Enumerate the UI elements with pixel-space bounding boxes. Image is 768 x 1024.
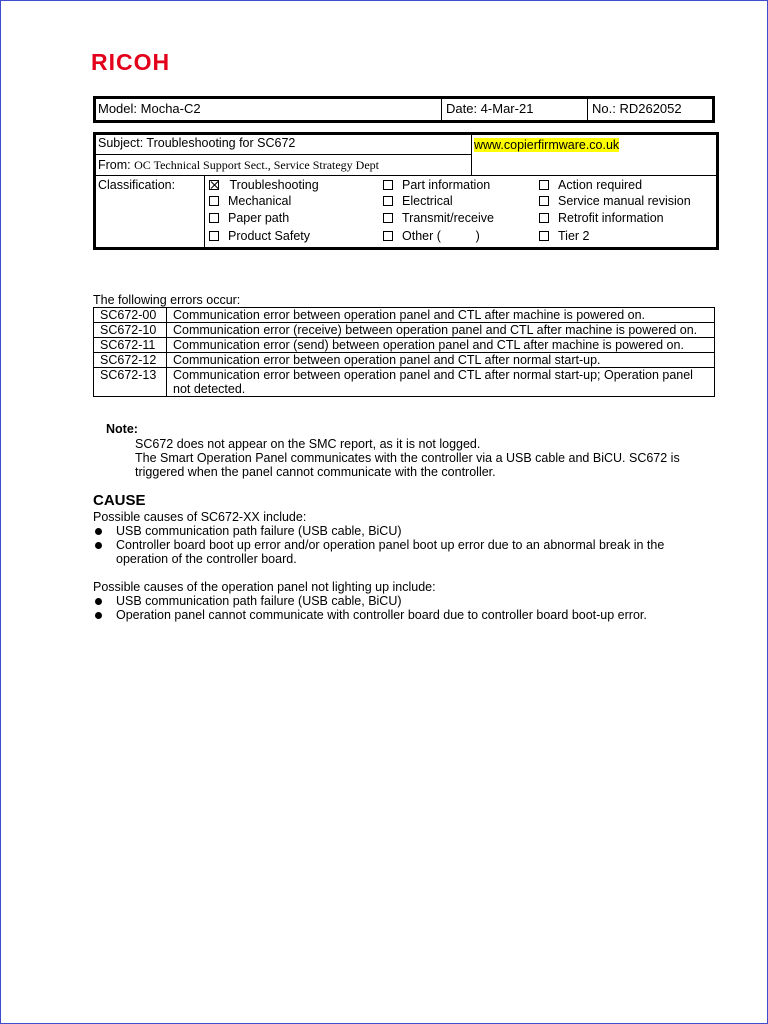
cause-heading: CAUSE xyxy=(93,492,146,509)
table-row xyxy=(94,338,715,353)
classification-mechanical[interactable]: Mechanical xyxy=(209,194,291,209)
checkbox-icon xyxy=(383,213,393,223)
bullet-icon xyxy=(95,598,102,605)
classification-electrical[interactable]: Electrical xyxy=(383,194,453,209)
classification-retrofit-information[interactable]: Retrofit information xyxy=(539,211,664,226)
subject-line xyxy=(95,154,471,155)
from-line xyxy=(95,175,716,176)
error-description: Communication error (receive) between operation panel and CTL after machine is powered on. xyxy=(167,323,715,338)
checkbox-icon xyxy=(209,213,219,223)
table-row xyxy=(94,368,715,397)
ricoh-logo: RICOH xyxy=(91,49,171,75)
classification-label: Classification: xyxy=(98,178,176,192)
model-field: Model: Mocha-C2 xyxy=(98,101,201,116)
error-code: SC672-11 xyxy=(94,338,167,353)
classification-other[interactable]: Other ( ) xyxy=(383,229,480,244)
date-field: Date: 4-Mar-21 xyxy=(446,101,534,116)
checkbox-icon xyxy=(383,196,393,206)
checkbox-icon xyxy=(539,196,549,206)
checkbox-icon xyxy=(383,231,393,241)
header-divider-2 xyxy=(587,98,588,121)
classification-action-required[interactable]: Action required xyxy=(539,178,642,193)
note-title: Note: xyxy=(106,422,138,436)
checkbox-icon xyxy=(539,213,549,223)
error-description: Communication error between operation panel and CTL after machine is powered on. xyxy=(167,308,715,323)
checkbox-icon xyxy=(539,180,549,190)
errors-intro: The following errors occur: xyxy=(93,293,241,307)
list-item: USB communication path failure (USB cable, BiCU) xyxy=(93,594,693,608)
classification-transmit-receive[interactable]: Transmit/receive xyxy=(383,211,494,226)
classification-product-safety[interactable]: Product Safety xyxy=(209,229,310,244)
header-divider-1 xyxy=(441,98,442,121)
error-description: Communication error (send) between operation panel and CTL after machine is powered on. xyxy=(167,338,715,353)
list-item: USB communication path failure (USB cable, BiCU) xyxy=(93,524,693,538)
list-item: Operation panel cannot communicate with controller board due to controller board boot-up error. xyxy=(93,608,693,622)
classification-troubleshooting[interactable]: Troubleshooting xyxy=(209,178,319,193)
note-line-2: The Smart Operation Panel communicates with the controller via a USB cable and BiCU. SC672 is triggered when the panel cannot communicate with the controller. xyxy=(135,451,680,479)
subject-field: Subject: Troubleshooting for SC672 xyxy=(98,136,296,150)
error-code: SC672-10 xyxy=(94,323,167,338)
cause-list-1 xyxy=(93,524,693,566)
bullet-icon xyxy=(95,542,102,549)
bullet-icon xyxy=(95,612,102,619)
from-value: OC Technical Support Sect., Service Strategy Dept xyxy=(134,158,380,172)
bullet-icon xyxy=(95,528,102,535)
error-code: SC672-12 xyxy=(94,353,167,368)
table-row xyxy=(94,353,715,368)
cause-list-2 xyxy=(93,594,693,622)
list-item: Controller board boot up error and/or operation panel boot up error due to an abnormal break in the operation of the controller board. xyxy=(93,538,693,566)
classification-service-manual-revision[interactable]: Service manual revision xyxy=(539,194,691,209)
cause-intro-1: Possible causes of SC672-XX include: xyxy=(93,510,307,524)
checkbox-icon xyxy=(209,196,219,206)
error-description: Communication error between operation panel and CTL after normal start-up. xyxy=(167,353,715,368)
checkbox-icon xyxy=(539,231,549,241)
error-code: SC672-13 xyxy=(94,368,167,397)
error-code: SC672-00 xyxy=(94,308,167,323)
error-description: Communication error between operation panel and CTL after normal start-up; Operation panel not detected. xyxy=(167,368,715,397)
errors-table xyxy=(93,307,715,397)
checkbox-icon xyxy=(209,231,219,241)
subject-divider xyxy=(471,134,472,175)
table-row xyxy=(94,308,715,323)
checked-checkbox-icon xyxy=(209,180,219,190)
number-field: No.: RD262052 xyxy=(592,101,682,116)
cause-intro-2: Possible causes of the operation panel not lighting up include: xyxy=(93,580,436,594)
classification-part-information[interactable]: Part information xyxy=(383,178,490,193)
from-label: From: xyxy=(98,158,131,172)
classification-divider xyxy=(204,176,205,247)
table-row xyxy=(94,323,715,338)
note-line-1: SC672 does not appear on the SMC report, as it is not logged. xyxy=(135,437,481,451)
classification-tier-2[interactable]: Tier 2 xyxy=(539,229,590,244)
from-field xyxy=(98,158,379,173)
website-link[interactable]: www.copierfirmware.co.uk xyxy=(474,138,620,152)
checkbox-icon xyxy=(383,180,393,190)
classification-paper-path[interactable]: Paper path xyxy=(209,211,289,226)
